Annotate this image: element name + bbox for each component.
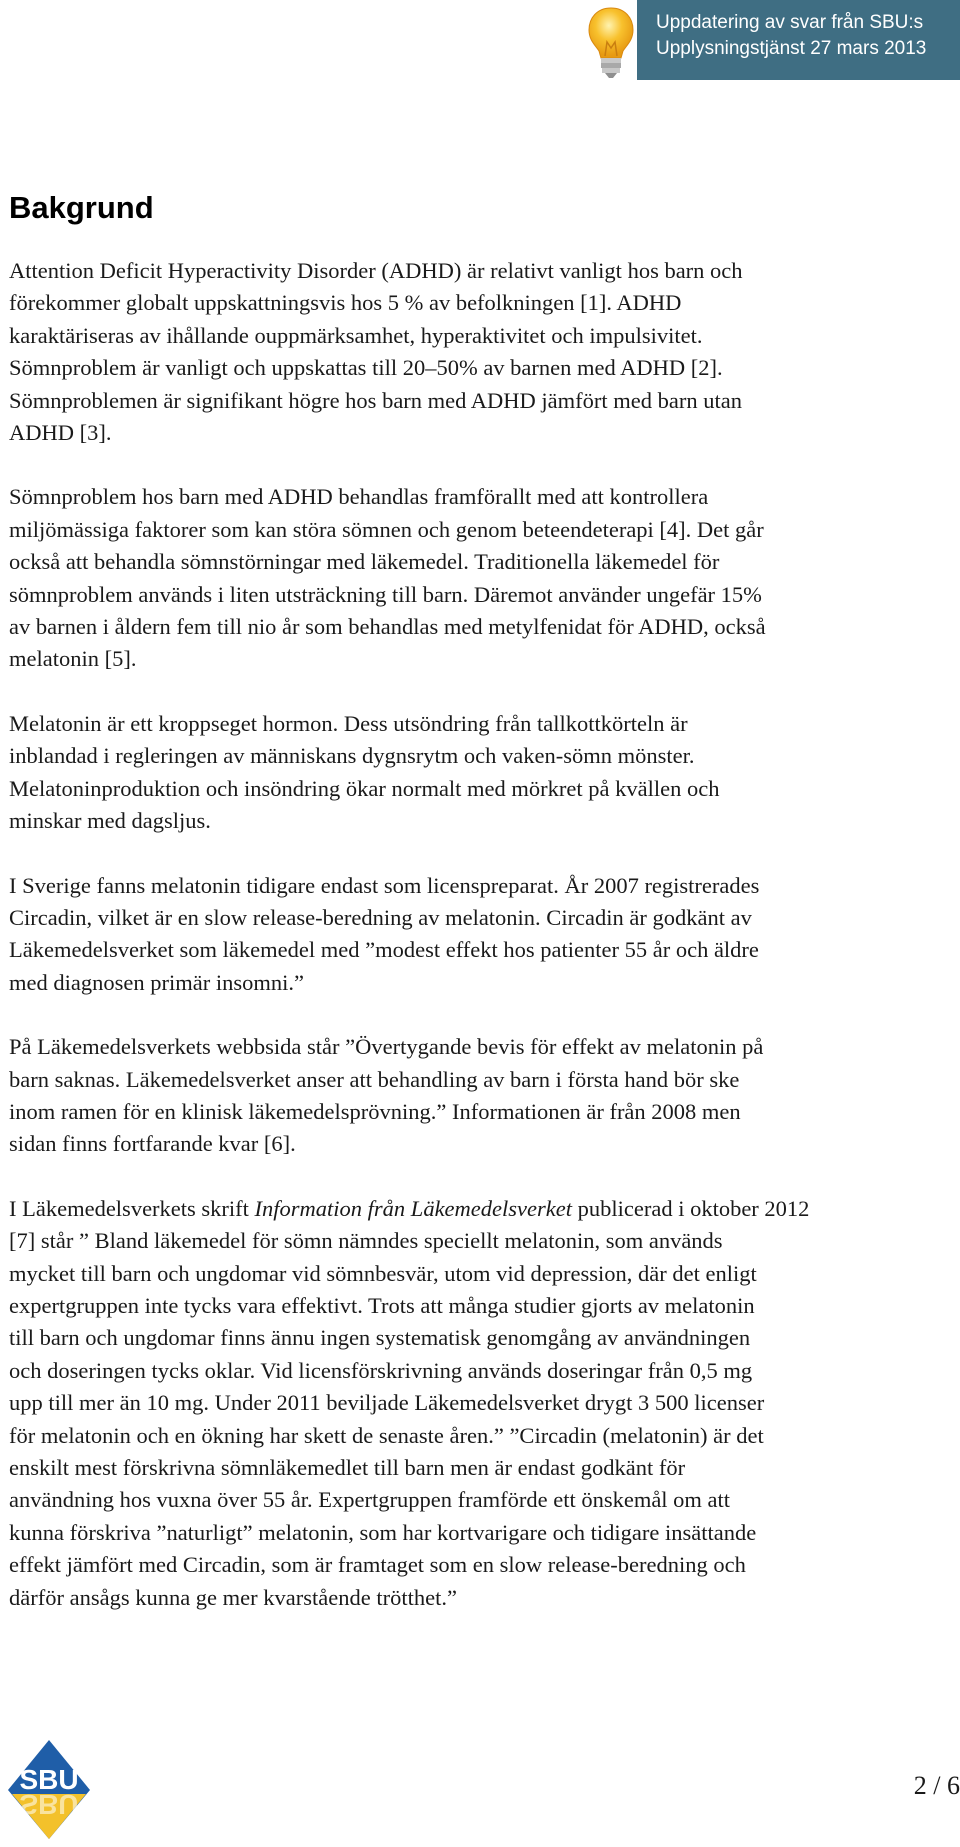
text-line: kunna förskriva ”naturligt” melatonin, som har kortvarigare och tidigare insättande xyxy=(9,1519,757,1545)
text-line: expertgruppen inte tycks vara effektivt. Trots att många studier gjorts av melatonin xyxy=(9,1292,755,1318)
header-title-line-1: Uppdatering av svar från SBU:s xyxy=(656,12,924,33)
text-line: Melatonin är ett kroppseget hormon. Dess utsöndring från tallkottkörteln är xyxy=(9,710,688,736)
sbu-logo xyxy=(6,1738,92,1841)
text-line: Melatoninproduktion och insöndring ökar normalt med mörkret på kvällen och xyxy=(9,775,720,801)
text-line: barn saknas. Läkemedelsverket anser att behandling av barn i första hand bör ske xyxy=(9,1066,740,1092)
paragraph-melatonin-hormone xyxy=(9,708,957,838)
text-line: minskar med dagsljus. xyxy=(9,808,211,834)
text-line: Attention Deficit Hyperactivity Disorder (ADHD) är relativt vanligt hos barn och xyxy=(9,258,743,283)
text-line: I Sverige fanns melatonin tidigare endast som licenspreparat. År 2007 registrerades xyxy=(9,872,760,898)
text-line: med diagnosen primär insomni.” xyxy=(9,969,304,995)
text-line: På Läkemedelsverkets webbsida står ”Övertygande bevis för effekt av melatonin på xyxy=(9,1034,764,1060)
text-line: och doseringen tycks oklar. Vid licensförskrivning används doseringar från 0,5 mg xyxy=(9,1357,753,1383)
paragraph-website xyxy=(9,1031,957,1161)
text-segment: I Läkemedelsverkets skrift xyxy=(9,1195,255,1221)
document-body xyxy=(9,255,957,1646)
paragraph-treatment xyxy=(9,481,957,675)
text-line: av barnen i åldern fem till nio år som behandlas med metylfenidat för ADHD, också xyxy=(9,614,766,640)
text-segment: publicerad i oktober 2012 xyxy=(571,1195,810,1221)
lightbulb-icon xyxy=(585,4,637,80)
text-line: inblandad i regleringen av människans dygnsrytm och vaken-sömn mönster. xyxy=(9,743,695,769)
logo-text: SBU xyxy=(19,1764,79,1795)
text-line: effekt jämfört med Circadin, som är framtaget som en slow release-beredning och xyxy=(9,1552,746,1578)
text-line: användning hos vuxna över 55 år. Expertgruppen framförde ett önskemål om att xyxy=(9,1487,731,1513)
page-number: 2 / 6 xyxy=(913,1771,960,1800)
text-line: förekommer globalt uppskattningsvis hos 5 % av befolkningen [1]. ADHD xyxy=(9,290,682,316)
text-line: melatonin [5]. xyxy=(9,646,137,672)
text-line: till barn och ungdomar finns ännu ingen systematisk genomgång av användningen xyxy=(9,1325,751,1351)
text-line: Circadin, vilket är en slow release-beredning av melatonin. Circadin är godkänt av xyxy=(9,904,752,930)
text-line: inom ramen för en klinisk läkemedelsprövning.” Informationen är från 2008 men xyxy=(9,1098,741,1124)
text-line: [7] står ” Bland läkemedel för sömn nämndes speciellt melatonin, som används xyxy=(9,1228,723,1254)
text-line: upp till mer än 10 mg. Under 2011 beviljade Läkemedelsverket drygt 3 500 licenser xyxy=(9,1390,765,1416)
section-heading: Bakgrund xyxy=(9,190,154,225)
text-line xyxy=(9,1193,957,1225)
text-line: Sömnproblemen är signifikant högre hos barn med ADHD jämfört med barn utan xyxy=(9,387,742,413)
paragraph-sweden-circadin xyxy=(9,870,957,1000)
text-line: Sömnproblem hos barn med ADHD behandlas framförallt med att kontrollera xyxy=(9,484,709,510)
paragraph-adhd-background xyxy=(9,255,957,449)
text-line: karaktäriseras av ihållande ouppmärksamhet, hyperaktivitet och impulsivitet. xyxy=(9,322,703,348)
text-line: sömnproblem används i liten utsträckning till barn. Däremot använder ungefär 15% xyxy=(9,581,762,607)
text-line: mycket till barn och ungdomar vid sömnbesvär, utom vid depression, där det enligt xyxy=(9,1260,757,1286)
text-line: enskilt mest förskrivna sömnläkemedlet till barn men är endast godkänt för xyxy=(9,1455,686,1480)
header-banner xyxy=(637,0,960,80)
text-line: därför ansågs kunna ge mer kvarstående trötthet.” xyxy=(9,1584,457,1610)
paragraph-publication xyxy=(9,1193,957,1614)
text-line: för melatonin och en ökning har skett de senaste åren.” ”Circadin (melatonin) är det xyxy=(9,1422,764,1448)
text-line: miljömässiga faktorer som kan störa sömnen och genom beteendeterapi [4]. Det går xyxy=(9,516,764,542)
text-line: Sömnproblem är vanligt och uppskattas till 20–50% av barnen med ADHD [2]. xyxy=(9,355,723,381)
text-line: sidan finns fortfarande kvar [6]. xyxy=(9,1131,296,1157)
text-line: Läkemedelsverket som läkemedel med ”modest effekt hos patienter 55 år och äldre xyxy=(9,937,759,963)
header-title-line-2: Upplysningstjänst 27 mars 2013 xyxy=(656,38,927,59)
text-line: också att behandla sömnstörningar med läkemedel. Traditionella läkemedel för xyxy=(9,549,720,575)
page-header xyxy=(0,0,960,80)
logo-reflection: SBU xyxy=(19,1789,79,1820)
publication-title: Information från Läkemedelsverket xyxy=(254,1195,572,1221)
text-line: ADHD [3]. xyxy=(9,420,112,446)
